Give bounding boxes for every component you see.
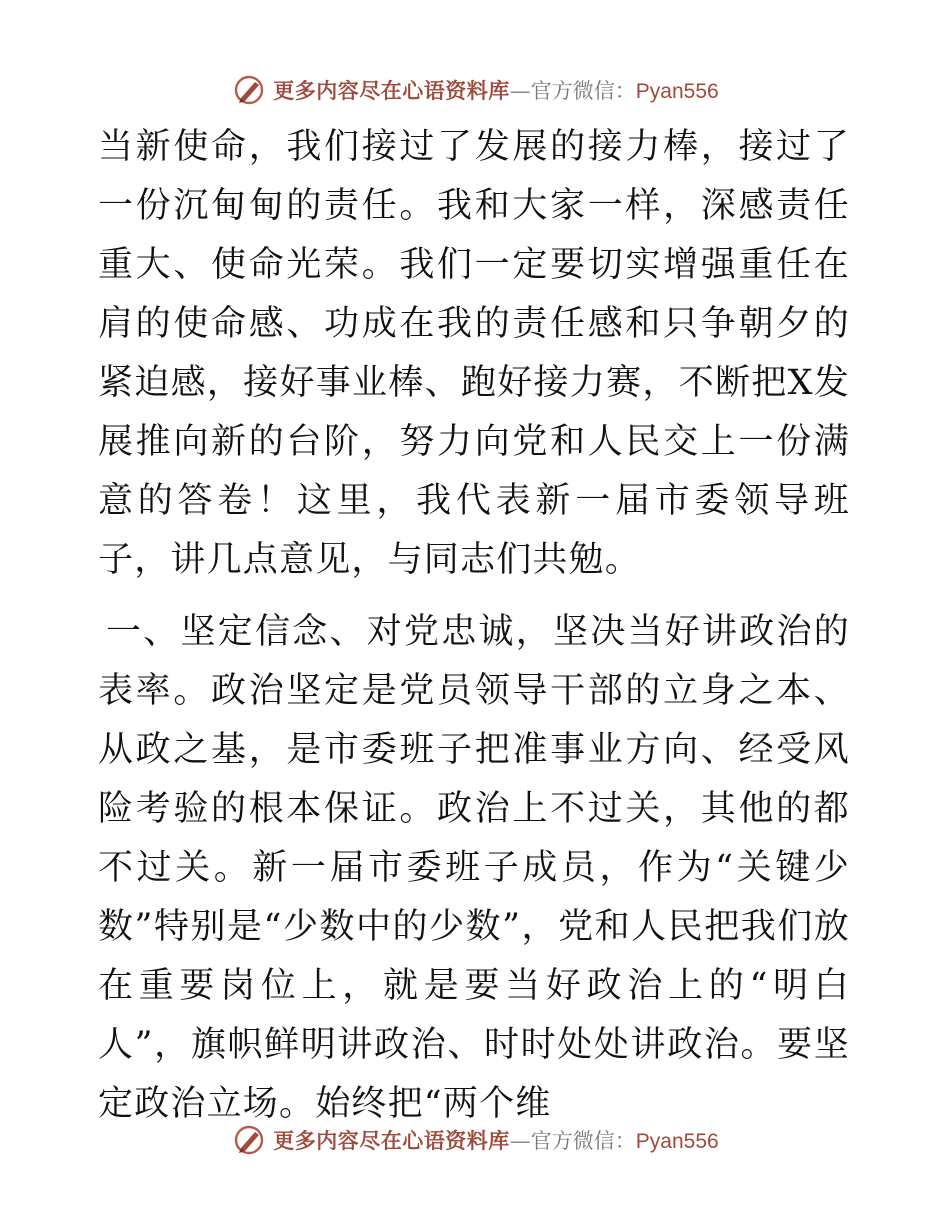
header-banner [0,68,950,112]
pen-circle-logo-icon [231,1122,267,1158]
footer-wechat-label: 官方微信： [530,1129,636,1153]
header-wechat-id: Pyan556 [635,80,719,103]
footer-banner-text [273,1125,718,1155]
footer-wechat-id: Pyan556 [635,1130,719,1153]
footer-banner-title: 更多内容尽在心语资料库 [273,1128,510,1153]
header-banner-title: 更多内容尽在心语资料库 [273,78,510,103]
body-paragraph-1: 当新使命，我们接过了发展的接力棒，接过了一份沉甸甸的责任。我和大家一样，深感责任重大、使命光荣。我们一定要切实增强重任在肩的使命感、功成在我的责任感和只争朝夕的紧迫感，接好事业棒、跑好接力赛，不断把X发展推向新的台阶，努力向党和人民交上一份满意的答卷！这里，我代表新一届市委领导班子，讲几点意见，与同志们共勉。 [98,127,850,580]
footer-banner [0,1118,950,1162]
footer-banner-dash: — [509,1129,531,1153]
body-paragraph-2: 一、坚定信念、对党忠诚，坚决当好讲政治的表率。政治坚定是党员领导干部的立身之本、从政之基，是市委班子把准事业方向、经受风险考验的根本保证。政治上不过关，其他的都不过关。新一届市委班子成员，作为“关键少数”特别是“少数中的少数”，党和人民把我们放在重要岗位上，就是要当好政治上的“明白人”，旗帜鲜明讲政治、时时处处讲政治。要坚定政治立场。始终把“两个维 [98,612,850,1124]
document-body [98,118,850,1134]
pen-circle-logo-icon [231,72,267,108]
header-banner-dash: — [509,79,531,103]
header-wechat-label: 官方微信： [530,79,636,103]
header-banner-text [273,75,718,105]
